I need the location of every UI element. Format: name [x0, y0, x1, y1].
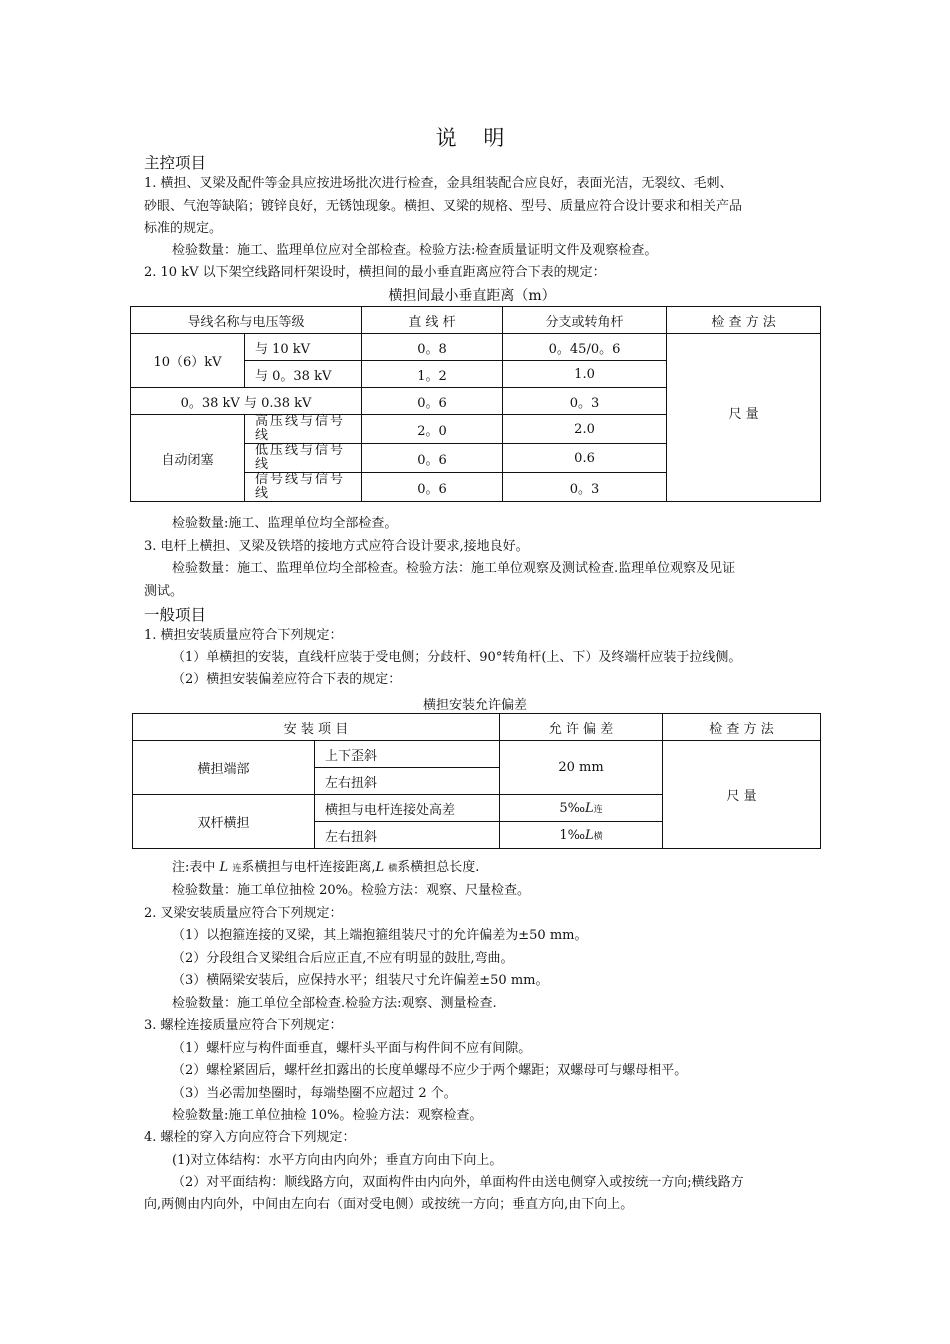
table2-header-method: 检 查 方 法 — [663, 714, 821, 741]
table1-cell: 0。6 — [362, 473, 503, 502]
general-item3: 3. 螺栓连接质量应符合下列规定： — [144, 1018, 343, 1033]
table1-cell: 0。38 kV 与 0.38 kV — [131, 388, 362, 415]
general-item2-1: （1）以抱箍连接的叉梁，其上端抱箍组装尺寸的允许偏差为±50 mm。 — [172, 928, 588, 943]
main-item1-line2: 砂眼、气泡等缺陷；镀锌良好，无锈蚀现象。横担、叉梁的规格、型号、质量应符合设计要求和相关产品 — [144, 199, 743, 214]
general-item2-3: （3）横隔梁安装后，应保持水平；组装尺寸允许偏差±50 mm。 — [172, 973, 549, 988]
table1-cell: 与 0。38 kV — [245, 361, 362, 388]
main-item1-check: 检验数量：施工、监理单位应对全部检查。检验方法:检查质量证明文件及观察检查。 — [172, 243, 658, 258]
table1-header-branch: 分支或转角杆 — [503, 307, 667, 334]
table2-header-tolerance: 允 许 偏 差 — [500, 714, 663, 741]
table2-cell: 20 mm — [500, 741, 663, 795]
page-title: 说 明 — [435, 126, 515, 150]
table1-cell — [245, 473, 362, 502]
table1-header-straight: 直 线 杆 — [362, 307, 503, 334]
note-symbol: L — [219, 860, 229, 875]
note-text: 系横担与电杆连接距离, — [241, 860, 376, 875]
general-item3-3: （3）当必需加垫圈时，每端垫圈不应超过 2 个。 — [172, 1086, 457, 1101]
main-item3: 3. 电杆上横担、叉梁及铁塔的接地方式应符合设计要求,接地良好。 — [144, 539, 529, 554]
main-item1-line1: 1. 横担、叉梁及配件等金具应按进场批次进行检查，金具组装配合应良好，表面光洁，无裂纹、毛刺、 — [144, 176, 733, 191]
table1-method-cell: 尺 量 — [667, 334, 821, 502]
general-item2-check: 检验数量：施工单位全部检查.检验方法:观察、测量检查. — [172, 996, 497, 1011]
general-item4-2-line1: （2）对平面结构：顺线路方向，双面构件由内向外，单面构件由送电侧穿入或按统一方向;横线路方 — [172, 1175, 744, 1190]
table1-cell — [245, 444, 362, 473]
table2-method-cell: 尺 量 — [663, 741, 821, 849]
table1-cell: 0。3 — [503, 388, 667, 415]
table1-group-auto: 自动闭塞 — [131, 415, 245, 502]
table1-caption: 横担间最小垂直距离（m） — [388, 288, 556, 304]
table1-cell: 0。6 — [362, 388, 503, 415]
table1-cell: 0。3 — [503, 473, 667, 502]
table2-cell: 左右扭斜 — [315, 822, 500, 849]
table2-tol-text: 1‰ — [559, 827, 586, 843]
table1-cell: 0。6 — [362, 444, 503, 473]
table2-cell: 左右扭斜 — [315, 768, 500, 795]
table1-cell: 2.0 — [503, 415, 667, 444]
table-crossarm-tolerance — [132, 713, 821, 849]
table1-header-method: 检 查 方 法 — [667, 307, 821, 334]
main-item3-check-line1: 检验数量：施工、监理单位均全部检查。检验方法：施工单位观察及测试检查.监理单位观察及见证 — [172, 561, 736, 576]
note-text: 注:表中 — [172, 860, 216, 875]
section-heading-general: 一般项目 — [144, 606, 207, 624]
main-item3-check-line2: 测试。 — [144, 584, 184, 599]
general-item3-1: （1）螺杆应与构件面垂直，螺杆头平面与构件间不应有间隙。 — [172, 1041, 532, 1056]
general-item4-2-line2: 向,两侧由内向外，中间由左向右（面对受电侧）或按统一方向；垂直方向,由下向上。 — [144, 1197, 634, 1212]
general-table2-note — [172, 859, 479, 878]
table1-header-wire: 导线名称与电压等级 — [131, 307, 362, 334]
table1-cell: 2。0 — [362, 415, 503, 444]
note-symbol: L — [375, 860, 385, 875]
general-item1-1: （1）单横担的安装，直线杆应装于受电侧；分歧杆、90°转角杆(上、下）及终端杆应装于拉线侧。 — [172, 650, 742, 665]
table2-cell — [500, 795, 663, 822]
general-item2-2: （2）分段组合叉梁组合后应正直,不应有明显的鼓肚,弯曲。 — [172, 951, 514, 966]
table1-cell: 1。2 — [362, 361, 503, 388]
table1-cell: 与 10 kV — [245, 334, 362, 361]
table1-cell-text: 高压线与信号线 — [255, 414, 346, 443]
note-text: 系横担总长度. — [397, 860, 480, 875]
main-item1-line3: 标准的规定。 — [144, 221, 223, 236]
general-item1-2: （2）横担安装偏差应符合下表的规定： — [172, 672, 402, 687]
table1-cell: 0.6 — [503, 444, 667, 473]
general-item4-1: (1)对立体结构：水平方向由内向外；垂直方向由下向上。 — [172, 1153, 503, 1168]
table2-cell — [500, 822, 663, 849]
table2-tol-symbol: L — [585, 800, 594, 816]
table2-group-double: 双杆横担 — [133, 795, 315, 849]
table2-group-end: 横担端部 — [133, 741, 315, 795]
table2-tol-subscript: 横 — [593, 831, 603, 842]
main-item2-check: 检验数量:施工、监理单位均全部检查。 — [172, 516, 398, 531]
table1-cell-text: 低压线与信号线 — [255, 443, 346, 472]
table1-cell — [245, 415, 362, 444]
table2-tol-symbol: L — [585, 827, 594, 843]
table2-cell: 上下歪斜 — [315, 741, 500, 768]
table1-cell: 0。45/0。6 — [503, 334, 667, 361]
table1-group-10kv: 10（6）kV — [131, 334, 245, 388]
section-heading-main: 主控项目 — [144, 154, 207, 172]
note-subscript: 横 — [388, 864, 398, 874]
main-item2: 2. 10 kV 以下架空线路同杆架设时，横担间的最小垂直距离应符合下表的规定： — [144, 265, 606, 280]
table1-cell: 0。8 — [362, 334, 503, 361]
table1-cell-text: 信号线与信号线 — [255, 472, 346, 501]
table2-caption: 横担安装允许偏差 — [422, 698, 527, 713]
general-item1-check: 检验数量：施工单位抽检 20%。检验方法：观察、尺量检查。 — [172, 883, 531, 898]
table2-tol-text: 5‰ — [559, 800, 586, 816]
table2-tol-subscript: 连 — [593, 804, 603, 815]
table1-cell: 1.0 — [503, 361, 667, 388]
general-item4: 4. 螺栓的穿入方向应符合下列规定： — [144, 1130, 356, 1145]
table-min-vertical-distance — [130, 306, 821, 502]
general-item3-2: （2）螺栓紧固后，螺杆丝扣露出的长度单螺母不应少于两个螺距；双螺母可与螺母相平。 — [172, 1063, 688, 1078]
note-subscript: 连 — [232, 864, 242, 874]
table2-cell: 横担与电杆连接处高差 — [315, 795, 500, 822]
general-item1: 1. 横担安装质量应符合下列规定： — [144, 628, 343, 643]
general-item2: 2. 叉梁安装质量应符合下列规定： — [144, 906, 343, 921]
general-item3-check: 检验数量:施工单位抽检 10%。检验方法：观察检查。 — [172, 1108, 483, 1123]
table2-header-item: 安 装 项 目 — [133, 714, 500, 741]
